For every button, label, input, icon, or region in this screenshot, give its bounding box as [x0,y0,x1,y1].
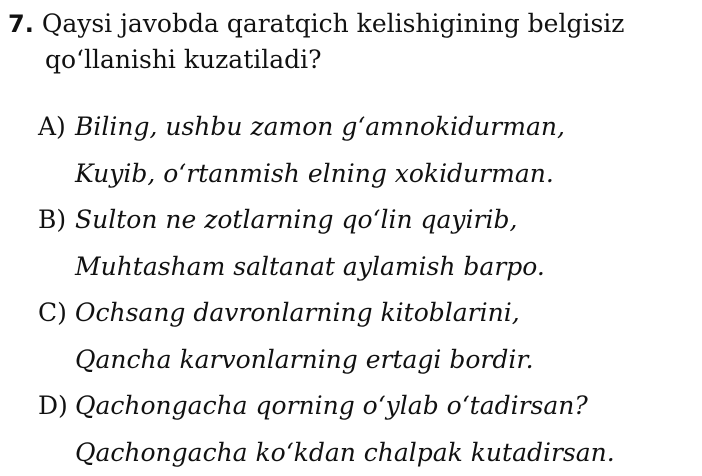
option-d-letter: D) [38,391,68,420]
question-text-line1: Qaysi javobda qaratqich kelishigining belgisiz [41,9,625,38]
question-first-line [8,6,698,42]
option-a-line1: Biling, ushbu zamon g‘amnokidurman, [75,112,565,141]
option-d-line1: Qachongacha qorning o‘ylab o‘tadirsan? [75,391,588,420]
option-c-line2: Qancha karvonlarning ertagi bordir. [75,344,534,374]
option-c[interactable] [38,290,698,337]
option-b-line1: Sulton ne zotlarning qo‘lin qayirib, [75,205,518,234]
question-text-line2: qo‘llanishi kuzatiladi? [45,45,322,74]
answer-options [38,104,698,476]
option-d-line2: Qachongacha ko‘kdan chalpak kutadirsan. [75,437,615,467]
option-b[interactable] [38,197,698,244]
option-d[interactable] [38,383,698,430]
option-a[interactable] [38,104,698,151]
question-block [8,6,698,78]
option-c-letter: C) [38,298,67,327]
option-c-line1: Ochsang davronlarning kitoblarini, [75,298,520,327]
option-a-letter: A) [38,112,66,141]
option-b-line2: Muhtasham saltanat aylamish barpo. [75,251,545,281]
option-a-line2: Kuyib, o‘rtanmish elning xokidurman. [75,158,554,188]
option-b-letter: B) [38,205,67,234]
question-number: 7. [8,10,34,38]
